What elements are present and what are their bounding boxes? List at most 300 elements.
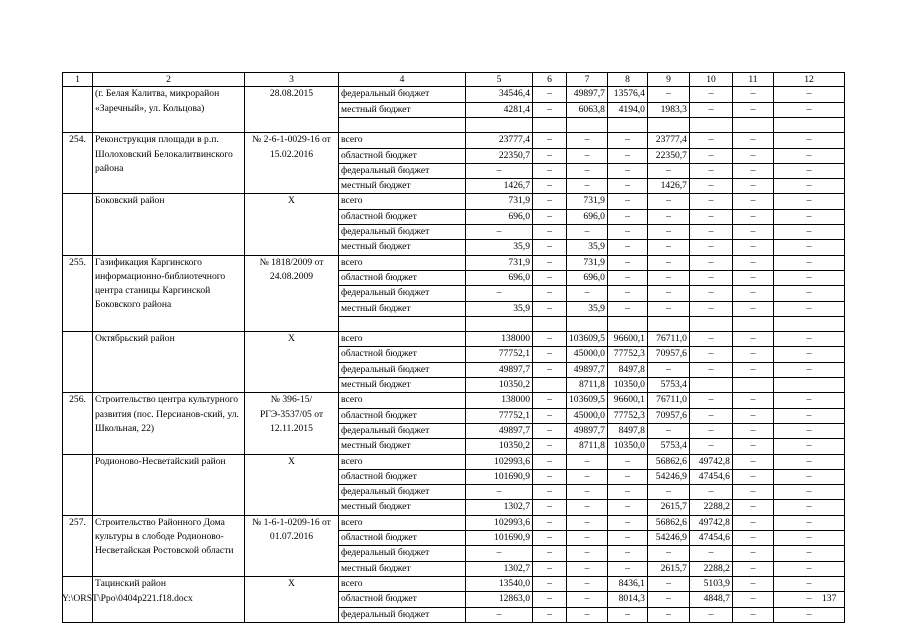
header-col-12: 12 [773, 73, 844, 87]
amount-cell: – [647, 255, 689, 270]
object-name: Боковский район [93, 194, 245, 255]
amount-cell: 138000 [466, 393, 533, 408]
amount-cell: 10350,0 [607, 439, 647, 454]
amount-cell: 102993,6 [466, 454, 533, 469]
funding-source: всего [339, 393, 466, 408]
amount-cell: – [773, 240, 844, 255]
amount-cell: 696,0 [567, 270, 608, 285]
amount-cell: 96600,1 [607, 393, 647, 408]
amount-cell: 103609,5 [567, 332, 608, 347]
amount-cell: 49742,8 [689, 515, 732, 530]
amount-cell [689, 118, 732, 133]
amount-cell: – [773, 133, 844, 148]
amount-cell: – [732, 576, 773, 591]
amount-cell: – [732, 255, 773, 270]
amount-cell: 5753,4 [647, 378, 689, 393]
amount-cell: 56862,6 [647, 454, 689, 469]
amount-cell: 13576,4 [607, 87, 647, 102]
table-row [63, 255, 845, 270]
amount-cell: – [533, 408, 567, 423]
amount-cell: – [567, 515, 608, 530]
header-col-3: 3 [245, 73, 339, 87]
amount-cell: – [607, 561, 647, 576]
amount-cell: – [689, 240, 732, 255]
amount-cell: – [607, 270, 647, 285]
amount-cell: 731,9 [466, 194, 533, 209]
amount-cell: – [567, 148, 608, 163]
amount-cell: 138000 [466, 332, 533, 347]
footer-file-path: Y:\ORST\Ppo\0404p221.f18.docx [62, 593, 193, 604]
amount-cell [466, 316, 533, 331]
document-ref: 28.08.2015 [245, 87, 339, 133]
funding-source: федеральный бюджет [339, 546, 466, 561]
amount-cell: – [773, 209, 844, 224]
amount-cell: – [773, 546, 844, 561]
amount-cell: – [689, 332, 732, 347]
funding-source [339, 118, 466, 133]
amount-cell: – [773, 286, 844, 301]
header-col-8: 8 [607, 73, 647, 87]
amount-cell: – [689, 148, 732, 163]
table-row [63, 576, 845, 591]
amount-cell: 6063,8 [567, 102, 608, 117]
amount-cell: – [647, 240, 689, 255]
amount-cell: – [773, 454, 844, 469]
amount-cell: – [689, 607, 732, 622]
header-col-1: 1 [63, 73, 93, 87]
amount-cell: – [567, 286, 608, 301]
amount-cell: – [732, 148, 773, 163]
amount-cell: – [466, 546, 533, 561]
amount-cell: – [689, 163, 732, 178]
funding-source: федеральный бюджет [339, 362, 466, 377]
amount-cell: 49742,8 [689, 454, 732, 469]
amount-cell: – [773, 439, 844, 454]
funding-source: федеральный бюджет [339, 225, 466, 240]
amount-cell: – [533, 576, 567, 591]
amount-cell: – [732, 179, 773, 194]
amount-cell: – [689, 194, 732, 209]
funding-source: всего [339, 515, 466, 530]
amount-cell: – [732, 607, 773, 622]
amount-cell: – [567, 485, 608, 500]
amount-cell: – [647, 592, 689, 607]
table-row [63, 133, 845, 148]
amount-cell: – [689, 179, 732, 194]
funding-source: федеральный бюджет [339, 485, 466, 500]
item-number [63, 454, 93, 515]
amount-cell: – [773, 423, 844, 438]
amount-cell: 45000,0 [567, 347, 608, 362]
amount-cell: – [607, 225, 647, 240]
amount-cell: 102993,6 [466, 515, 533, 530]
amount-cell: 8436,1 [607, 576, 647, 591]
amount-cell: 47454,6 [689, 469, 732, 484]
amount-cell: – [533, 454, 567, 469]
table-row [63, 393, 845, 408]
amount-cell: – [607, 546, 647, 561]
amount-cell: 13540,0 [466, 576, 533, 591]
amount-cell: 77752,1 [466, 408, 533, 423]
amount-cell: 1426,7 [466, 179, 533, 194]
amount-cell: 49897,7 [466, 423, 533, 438]
amount-cell: – [647, 485, 689, 500]
amount-cell: – [567, 179, 608, 194]
amount-cell [567, 118, 608, 133]
amount-cell [773, 316, 844, 331]
amount-cell: 70957,6 [647, 347, 689, 362]
funding-source: областной бюджет [339, 209, 466, 224]
amount-cell: – [567, 163, 608, 178]
header-col-4: 4 [339, 73, 466, 87]
amount-cell: – [732, 531, 773, 546]
amount-cell: 1302,7 [466, 500, 533, 515]
amount-cell [732, 378, 773, 393]
amount-cell: – [647, 194, 689, 209]
amount-cell: – [647, 225, 689, 240]
amount-cell [607, 118, 647, 133]
amount-cell: 77752,1 [466, 347, 533, 362]
amount-cell: 2288,2 [689, 500, 732, 515]
amount-cell: – [607, 209, 647, 224]
amount-cell [732, 118, 773, 133]
amount-cell: – [567, 225, 608, 240]
amount-cell: – [607, 194, 647, 209]
amount-cell: – [689, 362, 732, 377]
amount-cell: – [647, 286, 689, 301]
funding-source: федеральный бюджет [339, 87, 466, 102]
amount-cell: 2615,7 [647, 500, 689, 515]
document-ref: Х [245, 194, 339, 255]
object-name: Октябрьский район [93, 332, 245, 393]
amount-cell: 4194,0 [607, 102, 647, 117]
funding-source: местный бюджет [339, 500, 466, 515]
funding-source: всего [339, 576, 466, 591]
amount-cell: 10350,0 [607, 378, 647, 393]
amount-cell: 696,0 [567, 209, 608, 224]
amount-cell: – [533, 531, 567, 546]
amount-cell: – [647, 301, 689, 316]
amount-cell: – [533, 423, 567, 438]
amount-cell: – [567, 576, 608, 591]
amount-cell: – [466, 607, 533, 622]
amount-cell: – [567, 500, 608, 515]
amount-cell: 8497,8 [607, 362, 647, 377]
amount-cell: – [689, 255, 732, 270]
funding-source: федеральный бюджет [339, 163, 466, 178]
funding-source: местный бюджет [339, 561, 466, 576]
amount-cell: – [533, 133, 567, 148]
amount-cell: – [773, 393, 844, 408]
amount-cell: – [533, 240, 567, 255]
amount-cell: – [607, 469, 647, 484]
amount-cell: 731,9 [567, 255, 608, 270]
amount-cell: 54246,9 [647, 469, 689, 484]
amount-cell [773, 118, 844, 133]
amount-cell: – [732, 209, 773, 224]
amount-cell [647, 118, 689, 133]
header-row [63, 73, 845, 87]
amount-cell: – [732, 469, 773, 484]
amount-cell: 35,9 [466, 240, 533, 255]
amount-cell: 70957,6 [647, 408, 689, 423]
amount-cell: 8711,8 [567, 439, 608, 454]
table-row [63, 332, 845, 347]
document-ref: № 2-6-1-0029-16 от 15.02.2016 [245, 133, 339, 194]
amount-cell: 103609,5 [567, 393, 608, 408]
amount-cell [533, 118, 567, 133]
amount-cell: 8014,3 [607, 592, 647, 607]
amount-cell: – [533, 362, 567, 377]
amount-cell: – [732, 362, 773, 377]
amount-cell: – [533, 332, 567, 347]
amount-cell: – [732, 332, 773, 347]
amount-cell: 49897,7 [466, 362, 533, 377]
amount-cell: – [533, 561, 567, 576]
funding-source: федеральный бюджет [339, 286, 466, 301]
object-name: Тацинский район [93, 576, 245, 622]
amount-cell: – [732, 454, 773, 469]
amount-cell: – [732, 87, 773, 102]
amount-cell: 1302,7 [466, 561, 533, 576]
amount-cell: – [732, 561, 773, 576]
amount-cell: – [567, 607, 608, 622]
amount-cell: – [773, 148, 844, 163]
amount-cell: – [533, 163, 567, 178]
document-ref: Х [245, 576, 339, 622]
amount-cell: 4281,4 [466, 102, 533, 117]
amount-cell: 49897,7 [567, 87, 608, 102]
amount-cell: 696,0 [466, 270, 533, 285]
amount-cell: 96600,1 [607, 332, 647, 347]
amount-cell: – [533, 102, 567, 117]
amount-cell: – [689, 102, 732, 117]
amount-cell: – [773, 347, 844, 362]
amount-cell: – [773, 301, 844, 316]
amount-cell: 56862,6 [647, 515, 689, 530]
amount-cell [732, 316, 773, 331]
amount-cell: – [533, 225, 567, 240]
amount-cell: 731,9 [466, 255, 533, 270]
object-name: Родионово-Несветайский район [93, 454, 245, 515]
amount-cell: 22350,7 [647, 148, 689, 163]
amount-cell: 54246,9 [647, 531, 689, 546]
amount-cell: – [533, 439, 567, 454]
amount-cell: – [732, 286, 773, 301]
amount-cell: – [607, 133, 647, 148]
amount-cell [466, 118, 533, 133]
amount-cell: – [607, 255, 647, 270]
amount-cell: – [773, 87, 844, 102]
amount-cell [607, 316, 647, 331]
amount-cell: – [533, 179, 567, 194]
amount-cell [689, 316, 732, 331]
funding-source: всего [339, 133, 466, 148]
amount-cell: 731,9 [567, 194, 608, 209]
amount-cell: – [533, 87, 567, 102]
amount-cell: – [607, 515, 647, 530]
funding-source: местный бюджет [339, 102, 466, 117]
item-number [63, 87, 93, 133]
amount-cell: – [689, 286, 732, 301]
table-row [63, 454, 845, 469]
header-col-9: 9 [647, 73, 689, 87]
amount-cell: – [567, 133, 608, 148]
amount-cell: – [689, 439, 732, 454]
funding-source: областной бюджет [339, 592, 466, 607]
amount-cell: – [533, 148, 567, 163]
amount-cell: – [607, 240, 647, 255]
amount-cell: – [689, 301, 732, 316]
item-number [63, 194, 93, 255]
amount-cell: – [607, 301, 647, 316]
document-ref: № 1818/2009 от 24.08.2009 [245, 255, 339, 331]
amount-cell: – [689, 347, 732, 362]
funding-source: областной бюджет [339, 347, 466, 362]
amount-cell: – [732, 240, 773, 255]
amount-cell: – [533, 546, 567, 561]
item-number [63, 332, 93, 393]
funding-source: местный бюджет [339, 439, 466, 454]
amount-cell: – [732, 102, 773, 117]
funding-source: областной бюджет [339, 408, 466, 423]
amount-cell: 23777,4 [647, 133, 689, 148]
amount-cell: 76711,0 [647, 393, 689, 408]
amount-cell: – [732, 301, 773, 316]
item-number: 255. [63, 255, 93, 331]
amount-cell: 2288,2 [689, 561, 732, 576]
amount-cell: – [773, 607, 844, 622]
amount-cell: 12863,0 [466, 592, 533, 607]
amount-cell: 45000,0 [567, 408, 608, 423]
item-number: 254. [63, 133, 93, 194]
amount-cell: – [732, 592, 773, 607]
amount-cell: – [689, 133, 732, 148]
amount-cell: 77752,3 [607, 347, 647, 362]
amount-cell: – [533, 209, 567, 224]
amount-cell [773, 378, 844, 393]
amount-cell: 76711,0 [647, 332, 689, 347]
funding-source [339, 316, 466, 331]
object-name: Газификация Каргинского информационно-библиотечного центра станицы Каргинской Боковского района [93, 255, 245, 331]
header-col-10: 10 [689, 73, 732, 87]
amount-cell: – [466, 485, 533, 500]
amount-cell: – [689, 270, 732, 285]
funding-source: областной бюджет [339, 148, 466, 163]
funding-source: всего [339, 332, 466, 347]
amount-cell: – [773, 592, 844, 607]
amount-cell: 49897,7 [567, 362, 608, 377]
amount-cell: 4848,7 [689, 592, 732, 607]
amount-cell: – [689, 423, 732, 438]
amount-cell: – [607, 286, 647, 301]
amount-cell: 101690,9 [466, 469, 533, 484]
amount-cell: – [533, 393, 567, 408]
amount-cell: – [567, 592, 608, 607]
amount-cell: – [773, 500, 844, 515]
amount-cell: – [732, 347, 773, 362]
object-name: Реконструкция площади в р.п. Шолоховский Белокалитвинского района [93, 133, 245, 194]
document-ref: Х [245, 332, 339, 393]
object-name: Строительство Районного Дома культуры в слободе Родионово-Несветайская Ростовской области [93, 515, 245, 576]
amount-cell: – [533, 347, 567, 362]
table-row [63, 194, 845, 209]
amount-cell: – [732, 546, 773, 561]
amount-cell: – [607, 454, 647, 469]
amount-cell: – [647, 87, 689, 102]
amount-cell: – [567, 531, 608, 546]
amount-cell: – [732, 500, 773, 515]
budget-table [62, 72, 845, 623]
amount-cell: – [533, 607, 567, 622]
amount-cell: – [533, 255, 567, 270]
amount-cell: – [647, 607, 689, 622]
amount-cell: 1426,7 [647, 179, 689, 194]
amount-cell: – [533, 286, 567, 301]
amount-cell: – [773, 102, 844, 117]
amount-cell: – [607, 500, 647, 515]
amount-cell: – [732, 133, 773, 148]
amount-cell: – [732, 423, 773, 438]
amount-cell: – [689, 87, 732, 102]
amount-cell: – [647, 163, 689, 178]
amount-cell: – [689, 546, 732, 561]
amount-cell: – [466, 225, 533, 240]
amount-cell: – [773, 163, 844, 178]
amount-cell: – [607, 148, 647, 163]
funding-source: местный бюджет [339, 378, 466, 393]
amount-cell [689, 378, 732, 393]
amount-cell: – [773, 408, 844, 423]
funding-source: областной бюджет [339, 531, 466, 546]
amount-cell: – [732, 439, 773, 454]
item-number: 256. [63, 393, 93, 454]
funding-source: областной бюджет [339, 270, 466, 285]
amount-cell: 22350,7 [466, 148, 533, 163]
amount-cell: – [732, 225, 773, 240]
amount-cell: – [607, 607, 647, 622]
amount-cell: – [567, 454, 608, 469]
header-col-2: 2 [93, 73, 245, 87]
amount-cell [533, 378, 567, 393]
amount-cell: – [533, 270, 567, 285]
amount-cell: – [533, 194, 567, 209]
amount-cell: – [466, 286, 533, 301]
amount-cell: 35,9 [567, 240, 608, 255]
amount-cell: 77752,3 [607, 408, 647, 423]
amount-cell [533, 316, 567, 331]
amount-cell: – [533, 500, 567, 515]
amount-cell: – [732, 408, 773, 423]
funding-source: местный бюджет [339, 240, 466, 255]
amount-cell: 8711,8 [567, 378, 608, 393]
amount-cell: – [773, 225, 844, 240]
amount-cell: 101690,9 [466, 531, 533, 546]
amount-cell: – [533, 301, 567, 316]
amount-cell: – [773, 362, 844, 377]
amount-cell: – [773, 194, 844, 209]
amount-cell: – [533, 515, 567, 530]
funding-source: местный бюджет [339, 179, 466, 194]
amount-cell: 34546,4 [466, 87, 533, 102]
amount-cell: 47454,6 [689, 531, 732, 546]
amount-cell: – [689, 485, 732, 500]
amount-cell: – [567, 546, 608, 561]
amount-cell: 35,9 [567, 301, 608, 316]
amount-cell: 23777,4 [466, 133, 533, 148]
amount-cell: – [533, 469, 567, 484]
amount-cell: 10350,2 [466, 439, 533, 454]
